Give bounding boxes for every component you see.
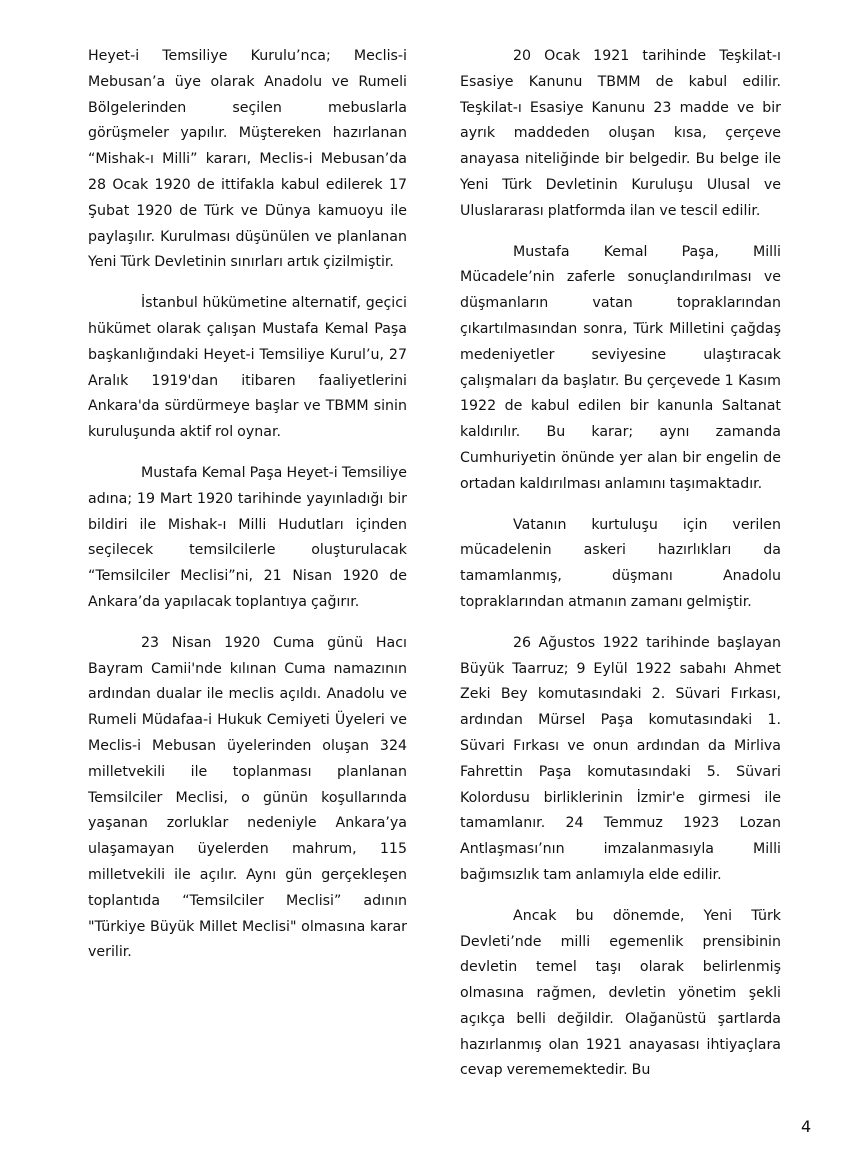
paragraph: Mustafa Kemal Paşa, Milli Mücadele’nin zaferle sonuçlandırılması ve düşmanların vatan topraklarından çıkartılmasından sonra, Türk Milletini çağdaş medeniyetler seviyesine ulaştıracak çalışmaları da başlatır. Bu çerçevede 1 Kasım 1922 de kabul edilen bir kanunla Saltanat kaldırılır. Bu karar; aynı zamanda Cumhuriyetin önünde yer alan bir engelin de ortadan kaldırılması anlamını taşımaktadır. <box>460 243 781 492</box>
left-column <box>88 44 407 981</box>
paragraph: 26 Ağustos 1922 tarihinde başlayan Büyük Taarruz; 9 Eylül 1922 sabahı Ahmet Zeki Bey komutasındaki 2. Süvari Fırkası, ardından Mürsel Paşa komutasındaki 1. Süvari Fırkası ve onun ardından da Mirliva Fahrettin Paşa komutasındaki 5. Süvari Kolordusu birliklerinin İzmir'e girmesi ile tamamlanır. 24 Temmuz 1923 Lozan Antlaşması’nın imzalanmasıyla Milli bağımsızlık tam anlamıyla elde edilir. <box>460 634 781 883</box>
page-number: 4 <box>801 1117 812 1136</box>
paragraph: Mustafa Kemal Paşa Heyet-i Temsiliye adına; 19 Mart 1920 tarihinde yayınladığı bir bildiri ile Mishak-ı Milli Hudutları içinden seçilecek temsilcilerle oluşturulacak “Temsilciler Meclisi”ni, 21 Nisan 1920 de Ankara’da yapılacak toplantıya çağırır. <box>88 464 407 610</box>
paragraph: 23 Nisan 1920 Cuma günü Hacı Bayram Camii'nde kılınan Cuma namazının ardından dualar ile meclis açıldı. Anadolu ve Rumeli Müdafaa-i Hukuk Cemiyeti Üyeleri ve Meclis-i Mebusan üyelerinden oluşan 324 milletvekili ile toplanması planlanan Temsilciler Meclisi, o günün koşullarında yaşanan zorluklar nedeniyle Ankara’ya ulaşamayan üyelerden mahrum, 115 milletvekili ile açılır. Aynı gün gerçekleşen toplantıda “Temsilciler Meclisi” adının "Türkiye Büyük Millet Meclisi" olmasına karar verilir. <box>88 634 407 961</box>
paragraph: İstanbul hükümetine alternatif, geçici hükümet olarak çalışan Mustafa Kemal Paşa başkanlığındaki Heyet-i Temsiliye Kurul’u, 27 Aralık 1919'dan itibaren faaliyetlerini Ankara'da sürdürmeye başlar ve TBMM sinin kuruluşunda aktif rol oynar. <box>88 295 407 441</box>
paragraph: Ancak bu dönemde, Yeni Türk Devleti’nde milli egemenlik prensibinin devletin temel taşı olarak belirlenmiş olmasına rağmen, devletin yönetim şekli açıkça belli değildir. Olağanüstü şartlarda hazırlanmış olan 1921 anayasası ihtiyaçlara cevap verememektedir. Bu <box>460 907 781 1079</box>
paragraph: 20 Ocak 1921 tarihinde Teşkilat-ı Esasiye Kanunu TBMM de kabul edilir. Teşkilat-ı Esasiye Kanunu 23 madde ve bir ayrık maddeden oluşan kısa, çerçeve anayasa niteliğinde bir belgedir. Bu belge ile Yeni Türk Devletinin Kuruluşu Ulusal ve Uluslararası platformda ilan ve tescil edilir. <box>460 48 781 219</box>
paragraph: Vatanın kurtuluşu için verilen mücadelenin askeri hazırlıkları da tamamlanmış, düşmanı Anadolu topraklarından atmanın zamanı gelmiştir. <box>460 516 781 610</box>
right-column <box>460 44 781 1099</box>
paragraph: Heyet-i Temsiliye Kurulu’nca; Meclis-i Mebusan’a üye olarak Anadolu ve Rumeli Bölgelerinden seçilen mebuslarla görüşmeler yapılır. Müştereken hazırlanan “Mishak-ı Milli” kararı, Meclis-i Mebusan’da 28 Ocak 1920 de ittifakla kabul edilerek 17 Şubat 1920 de Türk ve Dünya kamuoyu ile paylaşılır. Kurulması düşünülen ve planlanan Yeni Türk Devletinin sınırları artık çizilmiştir. <box>88 48 407 271</box>
